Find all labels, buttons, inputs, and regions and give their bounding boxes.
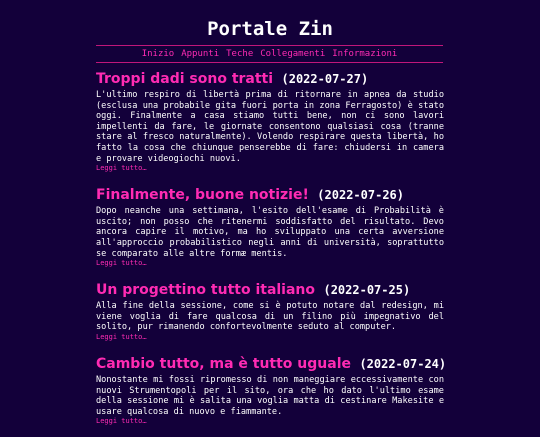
nav-item-collegamenti[interactable]: Collegamenti <box>260 49 326 59</box>
post-date: (2022-07-24) <box>359 356 447 371</box>
post-title-link[interactable]: Troppi dadi sono tratti <box>96 71 274 87</box>
post-heading <box>96 279 444 301</box>
header-bottom-divider <box>96 62 443 63</box>
post-item <box>96 353 447 426</box>
nav-item-inizio[interactable]: Inizio <box>141 49 175 59</box>
post-excerpt: Alla fine della sessione, come si è potuto notare dal redesign, mi viene voglia di fare qualcosa di un filino più impegnativo del solito, pur rimanendo confortevolmente seduto al computer. <box>96 301 444 333</box>
post-heading <box>96 68 444 90</box>
main-nav <box>96 46 443 62</box>
post-item <box>96 184 444 268</box>
read-more-link[interactable]: Leggi tutto… <box>96 332 147 341</box>
post-title-link[interactable]: Finalmente, buone notizie! <box>96 187 309 204</box>
post-date: (2022-07-26) <box>317 188 404 203</box>
post-list <box>96 68 447 437</box>
post-excerpt: L'ultimo respiro di libertà prima di ritornare in apnea da studio (esclusa una probabile gita fuori porta in zona Ferragosto) è stato oggi. Finalmente a casa stiamo tutti bene, non ci sono lavori impellenti da fare, le giornate consentono qualsiasi cosa (tranne stare al fresco naturalmente). Volendo respirare questa libertà, ho fatto la cosa che chiunque penserebbe di fare: chiudersi in camera e provare videogiochi nuovi. <box>96 90 444 164</box>
read-more-link[interactable]: Leggi tutto… <box>96 259 147 268</box>
read-more-link[interactable]: Leggi tutto… <box>96 164 147 173</box>
post-date: (2022-07-27) <box>281 72 369 86</box>
post-heading <box>96 184 444 206</box>
post-item <box>96 279 444 342</box>
read-more-link[interactable]: Leggi tutto… <box>96 417 147 426</box>
nav-item-informazioni[interactable]: Informazioni <box>332 49 398 59</box>
nav-item-appunti[interactable]: Appunti <box>181 49 220 59</box>
post-item <box>96 68 444 173</box>
post-excerpt: Dopo neanche una settimana, l'esito dell'esame di Probabilità è uscito; non posso che ritenermi soddisfatto del risultato. Devo ancora capire il motivo, ma ho sviluppato una certa avversione all'approccio probabilistico negli anni di università, soprattutto se comparato alle altre formæ mentis. <box>96 206 444 259</box>
post-title-link[interactable]: Cambio tutto, ma è tutto uguale <box>96 355 351 372</box>
site-title: Portale Zin <box>207 18 333 40</box>
post-title-link[interactable]: Un progettino tutto italiano <box>96 282 316 299</box>
nav-item-teche[interactable]: Teche <box>226 49 254 59</box>
post-date: (2022-07-25) <box>323 283 411 298</box>
post-heading <box>96 353 447 375</box>
post-excerpt: Nonostante mi fossi ripromesso di non maneggiare eccessivamente con nuovi Strumentopoli per il sito, ora che ho dato l'ultimo esame della sessione mi è salita una voglia matta di cestinare Makesite e usare qualcosa di nuovo e fiammante. <box>96 374 444 417</box>
